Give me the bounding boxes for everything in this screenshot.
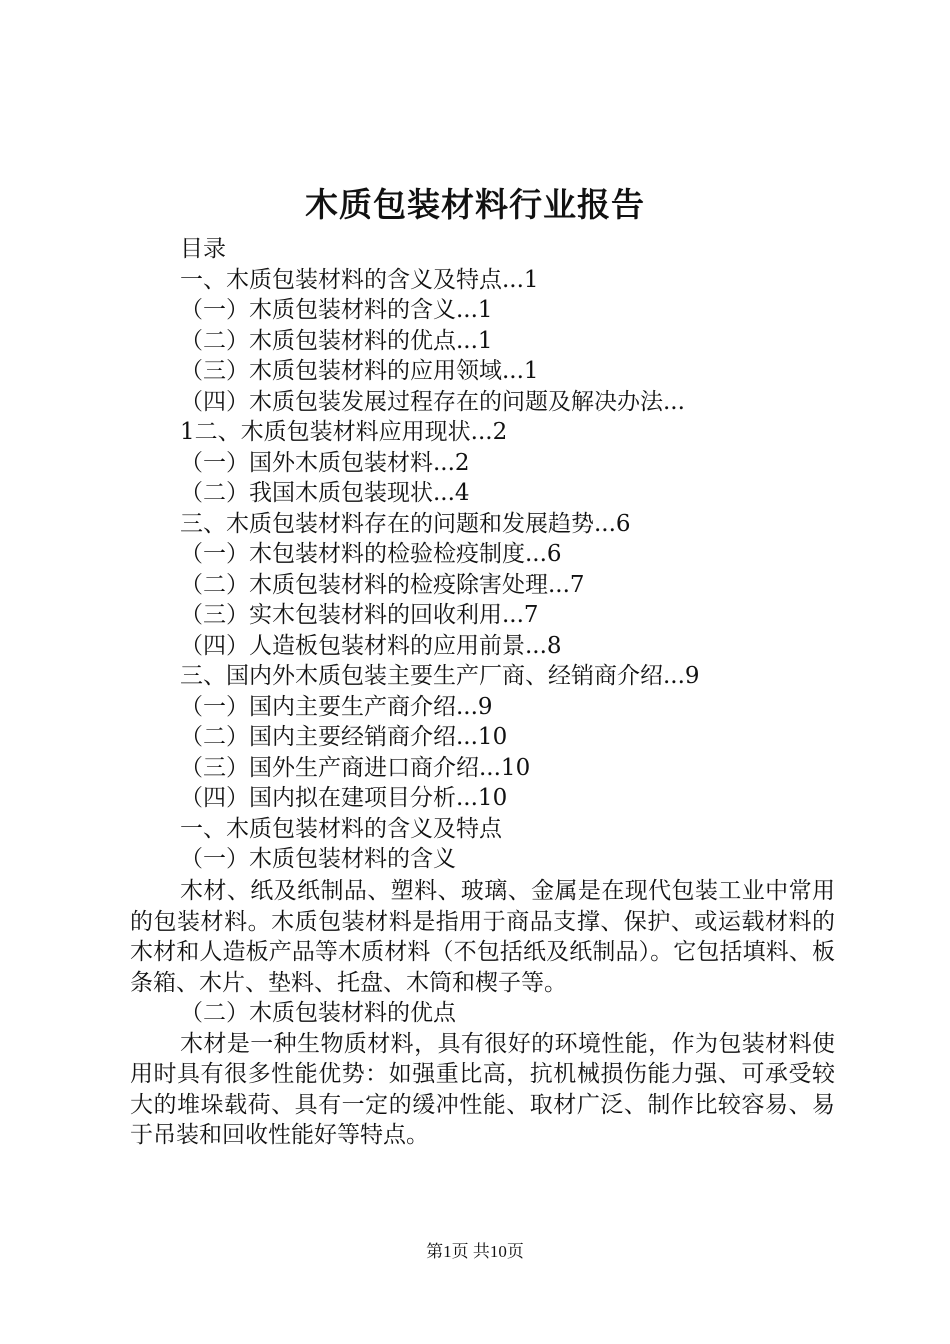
toc-entry: （二）木质包装材料的检疫除害处理...7 [180, 571, 585, 598]
toc-entry: 三、木质包装材料存在的问题和发展趋势...6 [180, 510, 631, 537]
toc-entry: 一、木质包装材料的含义及特点...1 [180, 266, 539, 293]
document-title: 木质包装材料行业报告 [305, 185, 645, 224]
toc-entry: （四）人造板包装材料的应用前景...8 [180, 632, 562, 659]
toc-heading: 目录 [180, 236, 226, 262]
toc-entry: （一）国内主要生产商介绍...9 [180, 693, 493, 720]
toc-entry: （四）国内拟在建项目分析...10 [180, 785, 508, 811]
toc-entry: 1二、木质包装材料应用现状...2 [180, 419, 508, 445]
toc-entry: （二）我国木质包装现状...4 [180, 480, 470, 506]
toc-entry: （三）实木包装材料的回收利用...7 [180, 602, 539, 628]
toc-entry: （一）国外木质包装材料...2 [180, 449, 470, 476]
toc-entry: 三、国内外木质包装主要生产厂商、经销商介绍...9 [180, 663, 700, 689]
toc-entry: （一）木质包装材料的含义...1 [180, 297, 493, 323]
body-text [130, 876, 835, 1151]
subsection-heading: （一）木质包装材料的含义 [180, 846, 456, 872]
section-heading: 一、木质包装材料的含义及特点 [180, 815, 502, 842]
toc-entry: （四）木质包装发展过程存在的问题及解决办法... [180, 388, 685, 415]
toc-entry: （一）木包装材料的检验检疫制度...6 [180, 541, 562, 567]
table-of-contents [180, 234, 880, 875]
toc-entry: （三）国外生产商进口商介绍...10 [180, 754, 531, 781]
subsection-heading: （二）木质包装材料的优点 [180, 1000, 456, 1026]
toc-entry: （三）木质包装材料的应用领域...1 [180, 358, 539, 384]
paragraph: 木材、纸及纸制品、塑料、玻璃、金属是在现代包装工业中常用的包装材料。木质包装材料是指用于商品支撑、保护、或运载材料的木材和人造板产品等木质材料（不包括纸及纸制品）。它包括填料、板条箱、木片、垫料、托盘、木筒和楔子等。 [130, 878, 835, 996]
toc-entry: （二）国内主要经销商介绍...10 [180, 724, 508, 750]
paragraph: 木材是一种生物质材料，具有很好的环境性能，作为包装材料使用时具有很多性能优势：如强重比高，抗机械损伤能力强、可承受较大的堆垛载荷、具有一定的缓冲性能、取材广泛、制作比较容易、易于吊装和回收性能好等特点。 [130, 1030, 835, 1148]
toc-entry: （二）木质包装材料的优点...1 [180, 327, 493, 354]
page-footer: 第1页 共10页 [426, 1242, 524, 1261]
